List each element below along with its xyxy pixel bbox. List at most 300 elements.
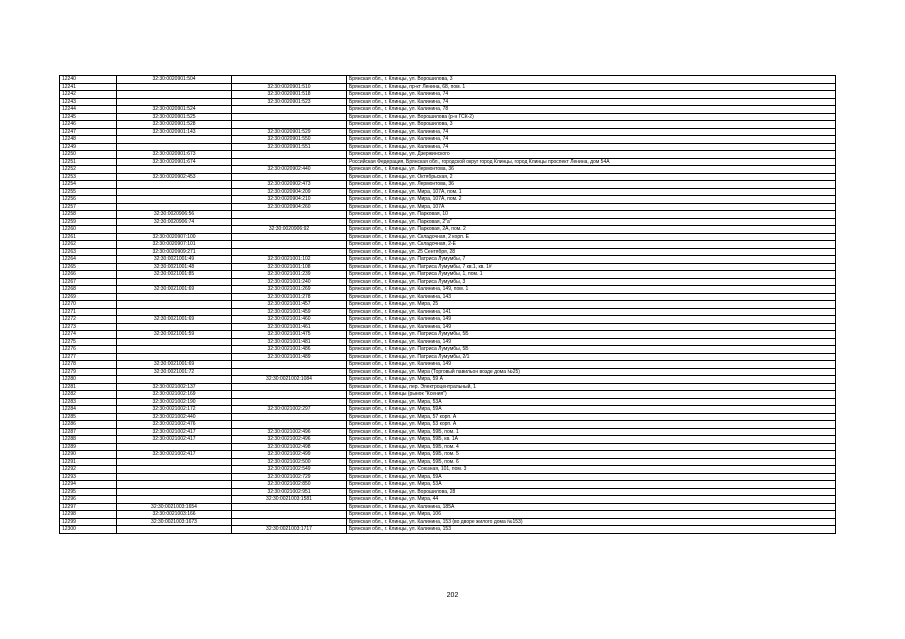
land-cadastral-number-cell: [117, 353, 232, 361]
row-number-cell: 12250: [60, 151, 117, 159]
row-number-cell: 12292: [60, 466, 117, 474]
land-cadastral-number-cell: [117, 203, 232, 211]
address-cell: Брянская обл., г. Клинцы, ул. Калинина, 149: [347, 316, 836, 324]
row-number-cell: 12300: [60, 526, 117, 534]
land-cadastral-number-cell: 32:30:0020906:56: [117, 211, 232, 219]
building-cadastral-number-cell: [232, 511, 347, 519]
table-row: [60, 128, 836, 136]
land-cadastral-number-cell: [117, 338, 232, 346]
land-cadastral-number-cell: [117, 293, 232, 301]
building-cadastral-number-cell: 32:30:0021001:461: [232, 323, 347, 331]
register-body: [60, 76, 836, 534]
row-number-cell: 12278: [60, 361, 117, 369]
land-cadastral-number-cell: [117, 143, 232, 151]
land-cadastral-number-cell: [117, 466, 232, 474]
address-cell: Брянская обл., г. Клинцы, ул. Калинина, 74: [347, 91, 836, 99]
building-cadastral-number-cell: 32:30:0021001:278: [232, 293, 347, 301]
row-number-cell: 12242: [60, 91, 117, 99]
building-cadastral-number-cell: 32:30:0021002:729: [232, 473, 347, 481]
address-cell: Брянская обл., г. Клинцы, ул. 25 Сентября, 28: [347, 248, 836, 256]
table-row: [60, 368, 836, 376]
land-cadastral-number-cell: 32:30:0021003:166: [117, 511, 232, 519]
address-cell: Брянская обл., г. Клинцы, ул. Патриса Лумумбы, 7: [347, 256, 836, 264]
address-cell: Брянская обл., г. Клинцы, ул. Мира, 44: [347, 496, 836, 504]
table-row: [60, 331, 836, 339]
table-row: [60, 428, 836, 436]
address-cell: Брянская обл., г. Клинцы, ул. Калинина, 153: [347, 526, 836, 534]
address-cell: Брянская обл., г. Клинцы, ул. Октябрьская, 2: [347, 173, 836, 181]
address-cell: Брянская обл., г. Клинцы, ул. Калинина, 74: [347, 136, 836, 144]
building-cadastral-number-cell: [232, 248, 347, 256]
row-number-cell: 12284: [60, 406, 117, 414]
building-cadastral-number-cell: [232, 106, 347, 114]
building-cadastral-number-cell: 32:30:0021001:102: [232, 256, 347, 264]
land-cadastral-number-cell: [117, 308, 232, 316]
building-cadastral-number-cell: [232, 241, 347, 249]
table-row: [60, 83, 836, 91]
building-cadastral-number-cell: 32:30:0020901:529: [232, 128, 347, 136]
table-row: [60, 226, 836, 234]
address-cell: Брянская обл., г. Клинцы, ул. Парковая, 2А, пом. 2: [347, 226, 836, 234]
table-row: [60, 413, 836, 421]
address-cell: Брянская обл., г. Клинцы, ул. Патриса Лумумбы, 7 кв.1, кв. 1#: [347, 263, 836, 271]
property-register-table: [59, 75, 836, 534]
table-row: [60, 293, 836, 301]
table-row: [60, 211, 836, 219]
table-row: [60, 316, 836, 324]
row-number-cell: 12291: [60, 458, 117, 466]
row-number-cell: 12262: [60, 241, 117, 249]
land-cadastral-number-cell: [117, 526, 232, 534]
land-cadastral-number-cell: 32:30:0021003:1673: [117, 518, 232, 526]
table-row: [60, 511, 836, 519]
table-row: [60, 496, 836, 504]
address-cell: Брянская обл., г. Клинцы, ул. Дзержинского: [347, 151, 836, 159]
building-cadastral-number-cell: 32:30:0021003:1581: [232, 496, 347, 504]
building-cadastral-number-cell: 32:30:0020902:473: [232, 181, 347, 189]
building-cadastral-number-cell: 32:30:0020901:550: [232, 136, 347, 144]
land-cadastral-number-cell: 32:30:0020901:504: [117, 76, 232, 84]
row-number-cell: 12254: [60, 181, 117, 189]
address-cell: Брянская обл., г. Клинцы, ул. Лермонтова, 36: [347, 181, 836, 189]
land-cadastral-number-cell: 32:30:0020901:673: [117, 151, 232, 159]
address-cell: Брянская обл., г. Клинцы, ул. Калинина, 149: [347, 361, 836, 369]
building-cadastral-number-cell: 32:30:0021001:457: [232, 301, 347, 309]
building-cadastral-number-cell: 32:30:0021001:108: [232, 263, 347, 271]
row-number-cell: 12260: [60, 226, 117, 234]
building-cadastral-number-cell: 32:30:0021001:459: [232, 308, 347, 316]
address-cell: Брянская обл., г. Клинцы, ул. Мира, 53А: [347, 481, 836, 489]
address-cell: Брянская обл., г. Клинцы, ул. Калинина, 74: [347, 98, 836, 106]
address-cell: Брянская обл., г. Клинцы, ул. Патриса Лумумбы, 3: [347, 278, 836, 286]
table-row: [60, 503, 836, 511]
address-cell: Брянская обл., г. Клинцы, ул. Лермонтова, 36: [347, 166, 836, 174]
address-cell: Брянская обл., г. Клинцы, ул. Складочная, 2-Е: [347, 241, 836, 249]
address-cell: Брянская обл., г. Клинцы, ул. Мира, 59 А: [347, 376, 836, 384]
address-cell: Брянская обл., г. Клинцы, пер. Электроцентральный, 1: [347, 383, 836, 391]
table-row: [60, 76, 836, 84]
row-number-cell: 12293: [60, 473, 117, 481]
row-number-cell: 12270: [60, 301, 117, 309]
land-cadastral-number-cell: [117, 301, 232, 309]
row-number-cell: 12296: [60, 496, 117, 504]
row-number-cell: 12287: [60, 428, 117, 436]
table-row: [60, 106, 836, 114]
page-number: 202: [446, 592, 459, 599]
building-cadastral-number-cell: 32:30:0021001:481: [232, 338, 347, 346]
table-row: [60, 301, 836, 309]
land-cadastral-number-cell: 32:30:0020902:453: [117, 173, 232, 181]
building-cadastral-number-cell: [232, 218, 347, 226]
building-cadastral-number-cell: 32:30:0021001:269: [232, 286, 347, 294]
table-row: [60, 166, 836, 174]
building-cadastral-number-cell: [232, 76, 347, 84]
address-cell: Брянская обл., г. Клинцы (рынок "Ксения"): [347, 391, 836, 399]
table-row: [60, 286, 836, 294]
table-row: [60, 361, 836, 369]
land-cadastral-number-cell: 32:30:0021002:190: [117, 398, 232, 406]
address-cell: Российская Федерация, Брянская обл., городской округ город Клинцы, город Клинцы проспект Ленина, дом 54А: [347, 158, 836, 166]
building-cadastral-number-cell: 32:30:0020906:92: [232, 226, 347, 234]
land-cadastral-number-cell: [117, 458, 232, 466]
row-number-cell: 12288: [60, 436, 117, 444]
land-cadastral-number-cell: 32:30:0021001:69: [117, 316, 232, 324]
table-row: [60, 466, 836, 474]
row-number-cell: 12257: [60, 203, 117, 211]
building-cadastral-number-cell: [232, 361, 347, 369]
address-cell: Брянская обл., г. Клинцы, ул. Союзная, 101, пом. 3: [347, 466, 836, 474]
building-cadastral-number-cell: [232, 503, 347, 511]
table-row: [60, 143, 836, 151]
row-number-cell: 12286: [60, 421, 117, 429]
row-number-cell: 12282: [60, 391, 117, 399]
building-cadastral-number-cell: 32:30:0021002:496: [232, 436, 347, 444]
address-cell: Брянская обл., г. Клинцы, ул. Мира, 53 корп. А: [347, 421, 836, 429]
building-cadastral-number-cell: [232, 368, 347, 376]
land-cadastral-number-cell: 32:30:0020901:528: [117, 121, 232, 129]
table-row: [60, 218, 836, 226]
land-cadastral-number-cell: 32:30:0021002:476: [117, 421, 232, 429]
table-row: [60, 398, 836, 406]
row-number-cell: 12268: [60, 286, 117, 294]
table-row: [60, 526, 836, 534]
table-row: [60, 188, 836, 196]
row-number-cell: 12258: [60, 211, 117, 219]
land-cadastral-number-cell: [117, 83, 232, 91]
land-cadastral-number-cell: [117, 278, 232, 286]
row-number-cell: 12256: [60, 196, 117, 204]
building-cadastral-number-cell: [232, 413, 347, 421]
land-cadastral-number-cell: 32:30:0021001:72: [117, 368, 232, 376]
building-cadastral-number-cell: 32:30:0020904:260: [232, 203, 347, 211]
address-cell: Брянская обл., г. Клинцы, ул. Мира, 53А: [347, 398, 836, 406]
table-row: [60, 473, 836, 481]
building-cadastral-number-cell: [232, 518, 347, 526]
land-cadastral-number-cell: [117, 188, 232, 196]
building-cadastral-number-cell: 32:30:0020901:518: [232, 91, 347, 99]
row-number-cell: 12298: [60, 511, 117, 519]
table-row: [60, 98, 836, 106]
table-row: [60, 376, 836, 384]
land-cadastral-number-cell: [117, 98, 232, 106]
building-cadastral-number-cell: 32:30:0021002:1084: [232, 376, 347, 384]
land-cadastral-number-cell: 32:30:0021001:49: [117, 256, 232, 264]
land-cadastral-number-cell: [117, 488, 232, 496]
address-cell: Брянская обл., г. Клинцы, ул. Мира, 57 корп. А: [347, 413, 836, 421]
address-cell: Брянская обл., г. Клинцы, ул. Калинина, 149, пом. 1: [347, 286, 836, 294]
table-row: [60, 323, 836, 331]
address-cell: Брянская обл., г. Клинцы, ул. Патриса Лумумбы, 2/1: [347, 353, 836, 361]
address-cell: Брянская обл., г. Клинцы, ул. Мира, 59А: [347, 473, 836, 481]
row-number-cell: 12247: [60, 128, 117, 136]
table-row: [60, 136, 836, 144]
address-cell: Брянская обл., г. Клинцы, ул. Мира, 25: [347, 301, 836, 309]
land-cadastral-number-cell: 32:30:0021002:417: [117, 428, 232, 436]
land-cadastral-number-cell: [117, 226, 232, 234]
building-cadastral-number-cell: 32:30:0021001:240: [232, 278, 347, 286]
building-cadastral-number-cell: 32:30:0020904:209: [232, 188, 347, 196]
land-cadastral-number-cell: 32:30:0021001:69: [117, 286, 232, 294]
row-number-cell: 12249: [60, 143, 117, 151]
land-cadastral-number-cell: 32:30:0020901:525: [117, 113, 232, 121]
row-number-cell: 12272: [60, 316, 117, 324]
row-number-cell: 12245: [60, 113, 117, 121]
building-cadastral-number-cell: 32:30:0021001:489: [232, 353, 347, 361]
building-cadastral-number-cell: 32:30:0021001:460: [232, 316, 347, 324]
table-row: [60, 256, 836, 264]
address-cell: Брянская обл., г. Клинцы, ул. Калинина, 149: [347, 338, 836, 346]
land-cadastral-number-cell: 32:30:0021002:440: [117, 413, 232, 421]
row-number-cell: 12289: [60, 443, 117, 451]
building-cadastral-number-cell: 32:30:0020901:510: [232, 83, 347, 91]
table-row: [60, 121, 836, 129]
land-cadastral-number-cell: 32:30:0021002:137: [117, 383, 232, 391]
address-cell: Брянская обл., г. Клинцы, ул. Патриса Лумумбы, 5Б: [347, 346, 836, 354]
building-cadastral-number-cell: 32:30:0020901:523: [232, 98, 347, 106]
land-cadastral-number-cell: [117, 323, 232, 331]
building-cadastral-number-cell: 32:30:0021002:500: [232, 458, 347, 466]
land-cadastral-number-cell: 32:30:0021002:417: [117, 451, 232, 459]
table-row: [60, 248, 836, 256]
row-number-cell: 12290: [60, 451, 117, 459]
row-number-cell: 12274: [60, 331, 117, 339]
building-cadastral-number-cell: 32:30:0020901:551: [232, 143, 347, 151]
land-cadastral-number-cell: [117, 166, 232, 174]
address-cell: Брянская обл., г. Клинцы, ул. Парковая, 2"а": [347, 218, 836, 226]
land-cadastral-number-cell: 32:30:0021001:69: [117, 361, 232, 369]
address-cell: Брянская обл., г. Клинцы, ул. Мира, 59Б, пом. 4: [347, 443, 836, 451]
address-cell: Брянская обл., г. Клинцы, ул. Мира (Торговый павильон возде дома №25): [347, 368, 836, 376]
land-cadastral-number-cell: 32:30:0020901:674: [117, 158, 232, 166]
row-number-cell: 12281: [60, 383, 117, 391]
table-row: [60, 353, 836, 361]
row-number-cell: 12299: [60, 518, 117, 526]
land-cadastral-number-cell: [117, 91, 232, 99]
address-cell: Брянская обл., г. Клинцы, ул. Калинина, 74: [347, 128, 836, 136]
row-number-cell: 12251: [60, 158, 117, 166]
row-number-cell: 12277: [60, 353, 117, 361]
building-cadastral-number-cell: [232, 383, 347, 391]
land-cadastral-number-cell: [117, 181, 232, 189]
address-cell: Брянская обл., г. Клинцы, ул. Ворошилова, 28: [347, 488, 836, 496]
address-cell: Брянская обл., г. Клинцы, ул. Ворошилова (р-н ГСК-2): [347, 113, 836, 121]
address-cell: Брянская обл., г. Клинцы, ул. Мира, 59Б, пом. 6: [347, 458, 836, 466]
address-cell: Брянская обл., г. Клинцы, ул. Мира, 107А: [347, 203, 836, 211]
land-cadastral-number-cell: [117, 136, 232, 144]
row-number-cell: 12295: [60, 488, 117, 496]
address-cell: Брянская обл., г. Клинцы, ул. Калинина, 153 (во дворе жилого дома №153): [347, 518, 836, 526]
row-number-cell: 12276: [60, 346, 117, 354]
address-cell: Брянская обл., г. Клинцы, ул. Складочная, 2 корп. Е: [347, 233, 836, 241]
building-cadastral-number-cell: [232, 121, 347, 129]
building-cadastral-number-cell: [232, 113, 347, 121]
building-cadastral-number-cell: 32:30:0020902:440: [232, 166, 347, 174]
table-row: [60, 181, 836, 189]
table-row: [60, 338, 836, 346]
table-row: [60, 233, 836, 241]
land-cadastral-number-cell: [117, 473, 232, 481]
table-row: [60, 391, 836, 399]
row-number-cell: 12248: [60, 136, 117, 144]
building-cadastral-number-cell: 32:30:0021002:850: [232, 481, 347, 489]
table-row: [60, 263, 836, 271]
address-cell: Брянская обл., г. Клинцы, ул. Мира, 59Б, пом. 5: [347, 451, 836, 459]
building-cadastral-number-cell: 32:30:0021002:549: [232, 466, 347, 474]
row-number-cell: 12265: [60, 263, 117, 271]
land-cadastral-number-cell: [117, 443, 232, 451]
address-cell: Брянская обл., г. Клинцы, ул. Патриса Лумумбы, 1, пом. 1: [347, 271, 836, 279]
row-number-cell: 12246: [60, 121, 117, 129]
land-cadastral-number-cell: [117, 196, 232, 204]
address-cell: Брянская обл., г. Клинцы, ул. Мира, 59А: [347, 406, 836, 414]
address-cell: Брянская обл., г. Клинцы, ул. Калинина, 149: [347, 323, 836, 331]
building-cadastral-number-cell: 32:30:0020904:210: [232, 196, 347, 204]
table-row: [60, 406, 836, 414]
row-number-cell: 12297: [60, 503, 117, 511]
building-cadastral-number-cell: [232, 211, 347, 219]
building-cadastral-number-cell: [232, 173, 347, 181]
row-number-cell: 12263: [60, 248, 117, 256]
land-cadastral-number-cell: [117, 481, 232, 489]
building-cadastral-number-cell: 32:30:0021002:496: [232, 428, 347, 436]
building-cadastral-number-cell: 32:30:0021001:475: [232, 331, 347, 339]
address-cell: Брянская обл., г. Клинцы, ул. Мира, 106: [347, 511, 836, 519]
land-cadastral-number-cell: 32:30:0021001:59: [117, 331, 232, 339]
table-row: [60, 91, 836, 99]
table-row: [60, 241, 836, 249]
row-number-cell: 12259: [60, 218, 117, 226]
address-cell: Брянская обл., г. Клинцы, ул. Калинина, 143: [347, 293, 836, 301]
table-row: [60, 443, 836, 451]
table-row: [60, 158, 836, 166]
row-number-cell: 12252: [60, 166, 117, 174]
row-number-cell: 12240: [60, 76, 117, 84]
table-row: [60, 308, 836, 316]
row-number-cell: 12261: [60, 233, 117, 241]
building-cadastral-number-cell: 32:30:0021001:239: [232, 271, 347, 279]
table-row: [60, 436, 836, 444]
land-cadastral-number-cell: 32:30:0021002:417: [117, 436, 232, 444]
row-number-cell: 12269: [60, 293, 117, 301]
row-number-cell: 12271: [60, 308, 117, 316]
table-row: [60, 196, 836, 204]
land-cadastral-number-cell: 32:30:0021002:172: [117, 406, 232, 414]
row-number-cell: 12279: [60, 368, 117, 376]
table-row: [60, 421, 836, 429]
land-cadastral-number-cell: 32:30:0021001:48: [117, 263, 232, 271]
building-cadastral-number-cell: 32:30:0021002:499: [232, 451, 347, 459]
land-cadastral-number-cell: [117, 346, 232, 354]
address-cell: Брянская обл., г. Клинцы, ул. Парковая, 10: [347, 211, 836, 219]
row-number-cell: 12266: [60, 271, 117, 279]
table-row: [60, 203, 836, 211]
building-cadastral-number-cell: [232, 398, 347, 406]
row-number-cell: 12244: [60, 106, 117, 114]
land-cadastral-number-cell: 32:30:0021001:85: [117, 271, 232, 279]
address-cell: Брянская обл., г. Клинцы, ул. Ворошилова, 3: [347, 76, 836, 84]
table-row: [60, 481, 836, 489]
address-cell: Брянская обл., г. Клинцы, ул. Калинина, 78: [347, 106, 836, 114]
row-number-cell: 12275: [60, 338, 117, 346]
table-row: [60, 173, 836, 181]
table-row: [60, 151, 836, 159]
address-cell: Брянская обл., г. Клинцы, ул. Калинина, 185А: [347, 503, 836, 511]
land-cadastral-number-cell: 32:30:0020906:74: [117, 218, 232, 226]
land-cadastral-number-cell: 32:30:0020909:271: [117, 248, 232, 256]
table-row: [60, 346, 836, 354]
table-row: [60, 458, 836, 466]
land-cadastral-number-cell: 32:30:0020907:101: [117, 241, 232, 249]
row-number-cell: 12243: [60, 98, 117, 106]
row-number-cell: 12255: [60, 188, 117, 196]
building-cadastral-number-cell: 32:30:0021002:498: [232, 443, 347, 451]
building-cadastral-number-cell: 32:30:0021003:1717: [232, 526, 347, 534]
land-cadastral-number-cell: 32:30:0020901:524: [117, 106, 232, 114]
row-number-cell: 12294: [60, 481, 117, 489]
table-row: [60, 113, 836, 121]
address-cell: Брянская обл., г. Клинцы, ул. Калинина, 141: [347, 308, 836, 316]
address-cell: Брянская обл., г. Клинцы, ул. Патриса Лумумбы, 5Б: [347, 331, 836, 339]
address-cell: Брянская обл., г. Клинцы, ул. Калинина, 74: [347, 143, 836, 151]
land-cadastral-number-cell: [117, 496, 232, 504]
building-cadastral-number-cell: [232, 421, 347, 429]
row-number-cell: 12241: [60, 83, 117, 91]
address-cell: Брянская обл., г. Клинцы, пр-кт Ленина, 68, пом. 1: [347, 83, 836, 91]
row-number-cell: 12280: [60, 376, 117, 384]
row-number-cell: 12285: [60, 413, 117, 421]
table-row: [60, 488, 836, 496]
table-row: [60, 383, 836, 391]
building-cadastral-number-cell: [232, 391, 347, 399]
building-cadastral-number-cell: 32:30:0021001:486: [232, 346, 347, 354]
land-cadastral-number-cell: 32:30:0020901:143: [117, 128, 232, 136]
table-row: [60, 278, 836, 286]
land-cadastral-number-cell: 32:30:0021002:169: [117, 391, 232, 399]
address-cell: Брянская обл., г. Клинцы, ул. Ворошилова, 3: [347, 121, 836, 129]
table-row: [60, 451, 836, 459]
row-number-cell: 12253: [60, 173, 117, 181]
address-cell: Брянская обл., г. Клинцы, ул. Мира, 59Б, кв. 1А: [347, 436, 836, 444]
row-number-cell: 12264: [60, 256, 117, 264]
table-row: [60, 518, 836, 526]
row-number-cell: 12283: [60, 398, 117, 406]
table-row: [60, 271, 836, 279]
land-cadastral-number-cell: [117, 376, 232, 384]
building-cadastral-number-cell: 32:30:0021002:951: [232, 488, 347, 496]
building-cadastral-number-cell: 32:30:0021002:297: [232, 406, 347, 414]
address-cell: Брянская обл., г. Клинцы, ул. Мира, 107А, пом. 1: [347, 188, 836, 196]
land-cadastral-number-cell: 32:30:0021003:1654: [117, 503, 232, 511]
